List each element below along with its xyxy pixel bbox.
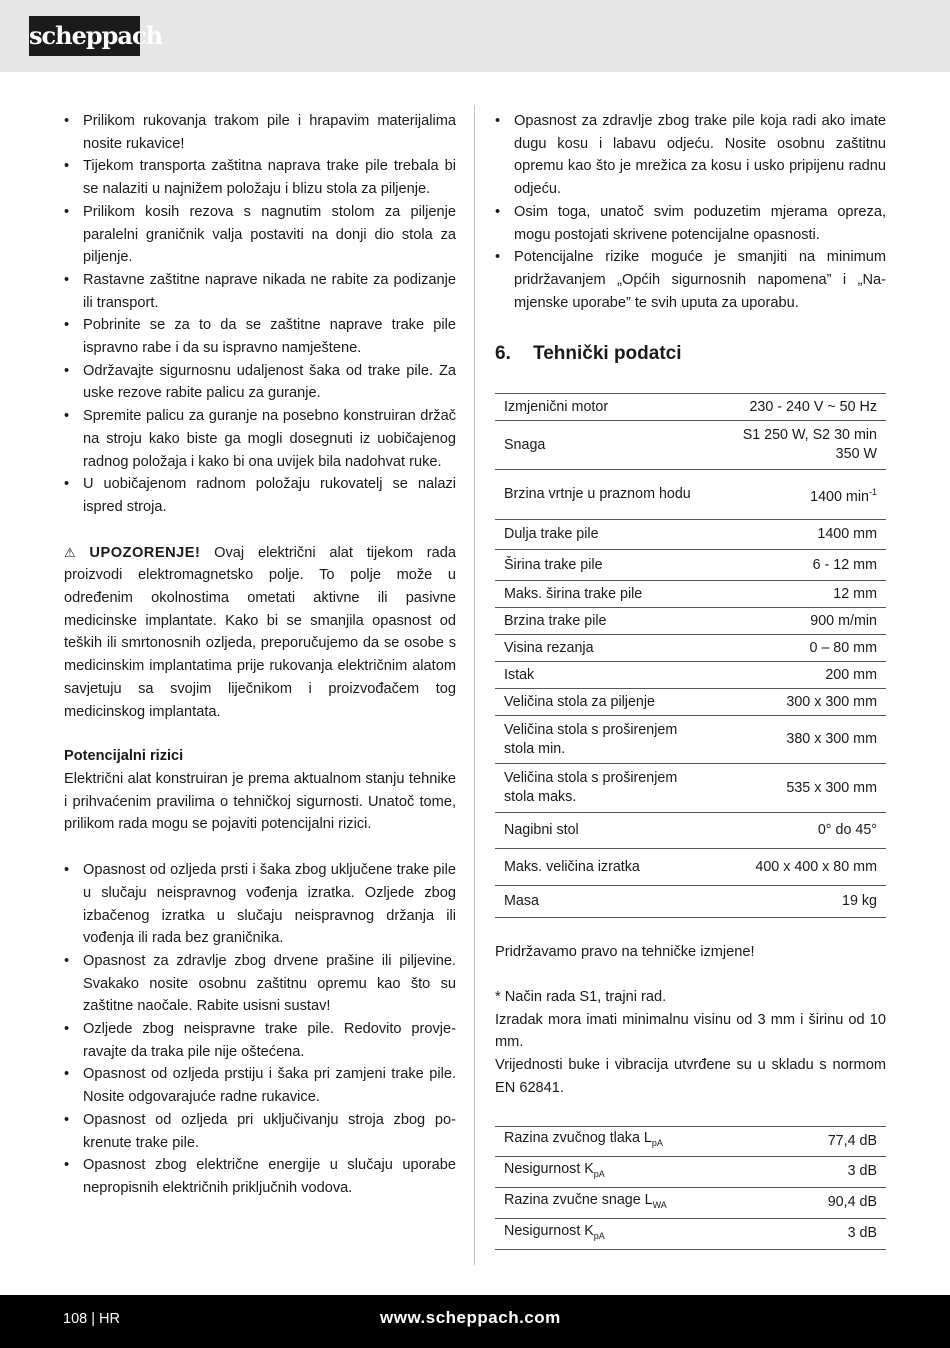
spec-label: Izmjenični motor — [495, 394, 713, 421]
list-item: • Spremite palicu za guranje na posebno konstruiran držač na stroju kako biste ga mogli dosegnuti iz uobičajenog radnog položaja i kako bi ona uvijek bila nadohvat ruke. — [64, 405, 456, 473]
spec-value-text: 1400 min — [810, 488, 869, 505]
list-item: • Osim toga, unatoč svim poduzetim mjerama opreza, mogu postojati skrivene potencijalne opasnosti. — [495, 201, 886, 246]
noise-label-subscript: pA — [593, 1168, 605, 1179]
spec-value — [713, 470, 886, 520]
spec-label: Brzina vrtnje u praznom hodu — [495, 470, 713, 520]
spec-value: 300 x 300 mm — [713, 689, 886, 716]
table-row — [495, 849, 886, 886]
noise-label — [495, 1218, 785, 1249]
table-row — [495, 550, 886, 581]
table-row — [495, 662, 886, 689]
table-row — [495, 470, 886, 520]
page-number: 108 | HR — [63, 1311, 120, 1327]
note-noise-standard: Vrijednosti buke i vibracija utvrđene su u skladu s normom EN 62841. — [495, 1057, 886, 1096]
spec-label: Istak — [495, 662, 713, 689]
left-column — [64, 110, 456, 1200]
list-item: • Ozljede zbog neispravne trake pile. Redovito provjeravajte da traka pile nije oštećena. — [64, 1018, 456, 1063]
spec-label: Brzina trake pile — [495, 608, 713, 635]
table-row — [495, 635, 886, 662]
table-row — [495, 689, 886, 716]
table-row — [495, 421, 886, 470]
table-row — [495, 1187, 886, 1218]
noise-value: 3 dB — [785, 1156, 886, 1187]
spec-value: 1400 mm — [713, 520, 886, 550]
spec-value: S1 250 W, S2 30 min 350 W — [713, 421, 886, 470]
section-title — [495, 342, 886, 366]
section-title-text: Tehnički podatci — [533, 343, 682, 365]
table-row — [495, 716, 886, 764]
list-item: • Pobrinite se za to da se zaštitne naprave trake pile ispravno rabe i da su ispravno namještene. — [64, 314, 456, 359]
list-item: • Opasnost od ozljeda pri uključivanju stroja zbog pokrenute trake pile. — [64, 1109, 456, 1154]
list-item: • Potencijalne rizike moguće je smanjiti na minimum pridržavanjem „Općih sigurnosnih napomena” i „Namjenske uporabe” te svih uputa za uporabu. — [495, 246, 886, 314]
brand-logo: scheppach — [29, 16, 140, 56]
list-item: • Rastavne zaštitne naprave nikada ne rabite za podizanje ili transport. — [64, 269, 456, 314]
list-item: • Opasnost od ozljeda prstiju i šaka pri zamjeni trake pile. Nosite odgovarajuće radne rukavice. — [64, 1063, 456, 1108]
noise-table — [495, 1126, 886, 1250]
spec-value: 900 m/min — [713, 608, 886, 635]
list-item: • Opasnost od ozljeda prsti i šaka zbog uključene trake pile u slučaju neispravnog vođenja izratka. Ozljede zbog izbačenog izratka u slučaju neispravnog držanja ili vođenja ili rada bez graničnika. — [64, 859, 456, 950]
noise-label — [495, 1156, 785, 1187]
table-row — [495, 886, 886, 918]
section-number: 6. — [495, 343, 511, 365]
spec-value-superscript: -1 — [868, 486, 877, 497]
table-row — [495, 520, 886, 550]
table-row — [495, 1126, 886, 1156]
noise-label-subscript: pA — [593, 1230, 605, 1241]
noise-label-text: Razina zvučnog tlaka L — [504, 1130, 652, 1147]
noise-label-text: Nesigurnost K — [504, 1222, 594, 1239]
note-mode: * Način rada S1, trajni rad. — [495, 989, 667, 1006]
risks-bullet-list — [64, 859, 456, 1200]
list-item: • U uobičajenom radnom položaju rukovatelj se nalazi ispred stroja. — [64, 473, 456, 518]
table-row — [495, 608, 886, 635]
list-item: • Održavajte sigurnosnu udaljenost šaka od trake pile. Za uske rezove rabite palicu za guranje. — [64, 360, 456, 405]
page-footer — [0, 1295, 950, 1348]
noise-value: 3 dB — [785, 1218, 886, 1249]
noise-value: 90,4 dB — [785, 1187, 886, 1218]
spec-label: Veličina stola za piljenje — [495, 689, 713, 716]
spec-value: 535 x 300 mm — [713, 764, 886, 813]
table-row — [495, 813, 886, 849]
spec-label: Širina trake pile — [495, 550, 713, 581]
list-item: • Tijekom transporta zaštitna naprava trake pile trebala bi se nalaziti u najnižem položaju i blizu stola za piljenje. — [64, 155, 456, 200]
spec-label: Veličina stola s proširenjem stola min. — [495, 716, 713, 764]
spec-label: Maks. širina trake pile — [495, 581, 713, 608]
list-item: • Opasnost zbog električne energije u slučaju uporabe nepropisnih električnih priključnih vodova. — [64, 1154, 456, 1199]
list-item: • Prilikom kosih rezova s nagnutim stolom za piljenje paralelni graničnik valja postaviti na donji dio stola za piljenje. — [64, 201, 456, 269]
list-item: • Opasnost za zdravlje zbog drvene prašine ili piljevine. Svakako nosite osobnu zaštitnu opremu kao što su zaštitne naočale. Rabite usisni sustav! — [64, 950, 456, 1018]
page-header — [0, 0, 950, 72]
risks-heading: Potencijalni rizici — [64, 748, 184, 765]
table-row — [495, 1218, 886, 1249]
warning-label: UPOZORENJE! — [89, 544, 201, 561]
spec-value: 380 x 300 mm — [713, 716, 886, 764]
noise-label-text: Razina zvučne snage L — [504, 1191, 653, 1208]
note-workpiece: Izradak mora imati minimalnu visinu od 3 mm i širinu od 10 mm. — [495, 1011, 886, 1051]
risks-paragraph: Električni alat konstruiran je prema aktualnom stanju tehnike i prihvaćenim pravilima o tehničkoj sigurnosti. Unatoč tome, prilikom rada mogu se pojaviti potencijalni rizici. — [64, 770, 456, 833]
spec-label: Visina rezanja — [495, 635, 713, 662]
table-row — [495, 1156, 886, 1187]
spec-value: 200 mm — [713, 662, 886, 689]
spec-label: Nagibni stol — [495, 813, 713, 849]
spec-label: Masa — [495, 886, 713, 918]
technical-data-table — [495, 393, 886, 918]
spec-value: 400 x 400 x 80 mm — [713, 849, 886, 886]
risks-bullet-list-continued — [495, 110, 886, 314]
spec-label: Dulja trake pile — [495, 520, 713, 550]
noise-label-subscript: pA — [651, 1137, 663, 1148]
warning-paragraph — [64, 542, 456, 724]
spec-value: 19 kg — [713, 886, 886, 918]
table-row — [495, 764, 886, 813]
noise-label — [495, 1126, 785, 1156]
spec-value: 0 – 80 mm — [713, 635, 886, 662]
list-item: • Prilikom rukovanja trakom pile i hrapavim materijalima nosite rukavice! — [64, 110, 456, 155]
safety-bullet-list — [64, 110, 456, 519]
spec-value: 230 - 240 V ~ 50 Hz — [713, 394, 886, 421]
list-item: • Opasnost za zdravlje zbog trake pile koja radi ako imate dugu kosu i labavu odjeću. Nosite osobnu zaštitnu opremu kao što je mrežica za kosu i usko pripijenu radnu odjeću. — [495, 110, 886, 201]
noise-label — [495, 1187, 785, 1218]
website-link[interactable]: www.scheppach.com — [380, 1308, 561, 1327]
right-column — [495, 110, 886, 1250]
table-row — [495, 394, 886, 421]
noise-value: 77,4 dB — [785, 1126, 886, 1156]
table-row — [495, 581, 886, 608]
spec-label: Veličina stola s proširenjem stola maks. — [495, 764, 713, 813]
noise-label-text: Nesigurnost K — [504, 1160, 594, 1177]
note-technical-changes: Pridržavamo pravo na tehničke izmjene! — [495, 944, 755, 961]
spec-label: Maks. veličina izratka — [495, 849, 713, 886]
warning-text: Ovaj električni alat tijekom rada proizvodi elektromagnetsko polje. To polje može u određenim okolnostima ometati aktivne ili pasivne medicinske implantate. Kako bi se smanjila opasnost od teških ili smrtonosnih ozljeda, preporučujemo da se osobe s medicinskim implantatima prije rukovanja električnim alatom savjetuju sa svojim liječnikom i proizvođačem tog medicinskog implantata. — [64, 544, 456, 720]
spec-value: 12 mm — [713, 581, 886, 608]
spec-label: Snaga — [495, 421, 713, 470]
noise-label-subscript: WA — [652, 1199, 667, 1210]
column-divider — [474, 105, 475, 1265]
spec-value: 0° do 45° — [713, 813, 886, 849]
warning-triangle-icon: ⚠ — [64, 544, 86, 560]
spec-value: 6 - 12 mm — [713, 550, 886, 581]
